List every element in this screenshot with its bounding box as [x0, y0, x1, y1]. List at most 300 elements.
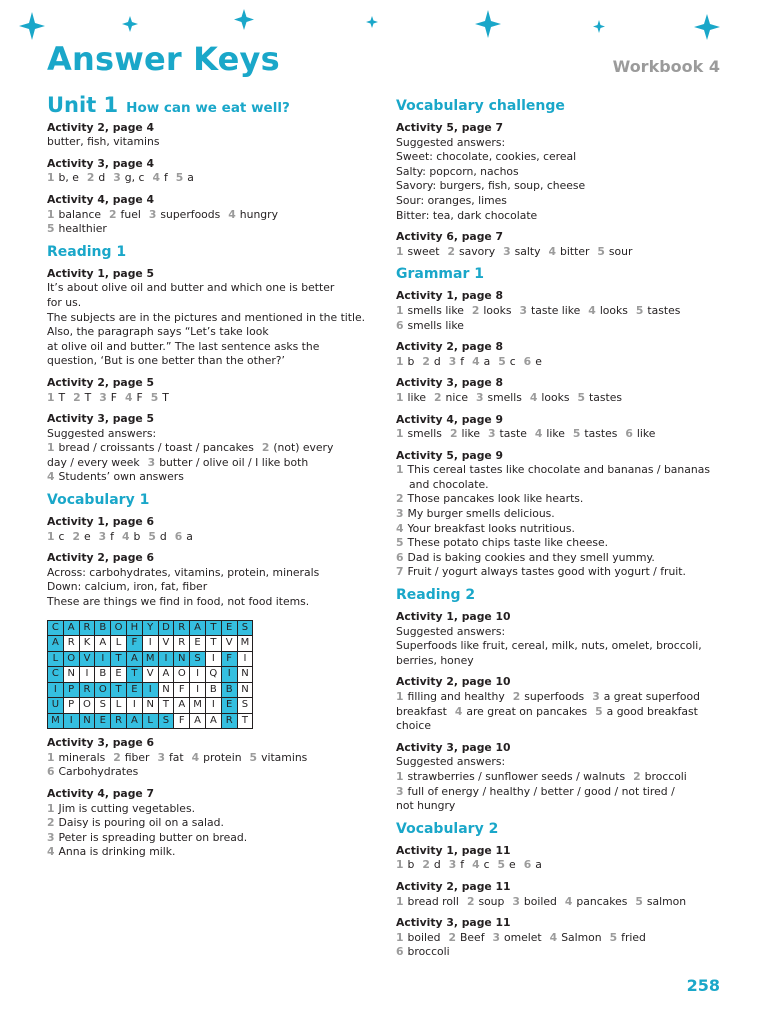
list-item: [396, 551, 731, 566]
grid-cell: M: [48, 713, 64, 729]
grid-cell: O: [111, 620, 127, 636]
list-item: [396, 463, 731, 492]
sparkle-icon: [19, 12, 45, 40]
answer-number: 4: [124, 390, 133, 404]
answer-number: 5: [497, 858, 506, 872]
answer-text: e: [509, 858, 516, 872]
section-heading: Reading 2: [396, 587, 476, 604]
grid-cell: I: [158, 651, 174, 667]
grid-cell: N: [158, 682, 174, 698]
grid-cell: R: [221, 713, 237, 729]
answer-line: [47, 530, 377, 545]
grid-cell: O: [95, 682, 111, 698]
answer-line: [47, 751, 377, 766]
answer-text: F: [110, 390, 117, 404]
grid-cell: B: [221, 682, 237, 698]
grid-cell: N: [63, 667, 79, 683]
answer-text: Suggested answers:: [396, 624, 506, 638]
activity-title: Activity 4, page 4: [47, 192, 155, 206]
grid-cell: I: [190, 682, 206, 698]
answer-text: not hungry: [396, 799, 456, 813]
grid-cell: T: [158, 698, 174, 714]
answer-text: superfoods: [524, 690, 585, 703]
answer-line: [47, 391, 377, 406]
answer-text: Suggested answers:: [396, 135, 506, 149]
answer-number: 2: [434, 390, 442, 404]
answer-text: Down: calcium, iron, fat, fiber: [47, 580, 208, 594]
answer-line: [396, 945, 731, 960]
answer-text: like: [461, 427, 480, 441]
grid-cell: A: [48, 636, 64, 652]
answer-number: 5: [498, 354, 506, 368]
answer-text: Suggested answers:: [396, 755, 506, 769]
grid-cell: I: [190, 667, 206, 683]
answer-text: fuel: [120, 207, 141, 221]
grid-cell: L: [111, 636, 127, 652]
answer-text: It’s about olive oil and butter and which one is better: [47, 281, 335, 295]
grid-cell: N: [79, 713, 95, 729]
grid-row: [48, 682, 253, 698]
answer-text: b, e: [58, 171, 79, 185]
list-item: [396, 565, 731, 580]
grid-cell: O: [63, 651, 79, 667]
grid-cell: R: [79, 682, 95, 698]
answer-text: filling and healthy: [407, 690, 505, 703]
answer-text: hungry: [239, 207, 278, 221]
answer-number: 1: [47, 390, 55, 404]
grid-cell: Y: [142, 620, 158, 636]
grid-cell: T: [126, 667, 142, 683]
activity-title: Activity 3, page 5: [47, 412, 155, 426]
grid-cell: R: [111, 713, 127, 729]
answer-number: 4: [588, 303, 596, 317]
section-heading: Vocabulary 2: [396, 820, 499, 837]
activity-title: Activity 5, page 9: [396, 448, 504, 462]
answer-number: 6: [396, 550, 404, 564]
grid-cell: A: [190, 620, 206, 636]
grid-cell: E: [95, 713, 111, 729]
activity-title: Activity 3, page 6: [47, 736, 155, 750]
grid-cell: L: [142, 713, 158, 729]
grid-cell: M: [142, 651, 158, 667]
answer-text: Across: carbohydrates, vitamins, protein, minerals: [47, 565, 320, 579]
word-search-grid: [47, 620, 253, 730]
answer-text: tastes: [584, 427, 618, 441]
answer-text: f: [460, 354, 465, 368]
answer-text: Savory: burgers, fish, soup, cheese: [396, 179, 586, 193]
sparkle-icon: [593, 20, 605, 33]
answer-text: Students’ own answers: [58, 470, 184, 484]
answer-number: 4: [47, 470, 55, 484]
activity-title: Activity 2, page 11: [396, 879, 511, 893]
grid-cell: B: [95, 667, 111, 683]
grid-cell: C: [48, 620, 64, 636]
grid-cell: V: [158, 636, 174, 652]
answer-text: Bitter: tea, dark chocolate: [396, 208, 538, 222]
answer-number: 4: [534, 427, 543, 441]
answer-number: 6: [174, 529, 183, 543]
unit-label: Unit 1: [47, 93, 119, 117]
answer-number: 1: [47, 207, 55, 221]
answer-text: butter / olive oil / I like both: [159, 455, 309, 469]
answer-text: The subjects are in the pictures and mentioned in the title.: [47, 310, 366, 324]
answer-number: 1: [396, 303, 404, 317]
grid-cell: E: [221, 620, 237, 636]
answer-text: fiber: [124, 750, 150, 764]
answer-text: taste like: [531, 303, 581, 317]
answer-line: [396, 770, 731, 785]
activity-title: Activity 2, page 6: [47, 551, 155, 565]
answer-number: 4: [529, 390, 538, 404]
list-item: [396, 536, 731, 551]
grid-cell: V: [142, 667, 158, 683]
answer-number: 3: [448, 354, 457, 368]
answer-text: bread roll: [407, 894, 459, 908]
grid-cell: L: [111, 698, 127, 714]
answer-number: 5: [150, 390, 159, 404]
answer-text: These are things we find in food, not food items.: [47, 595, 310, 609]
answer-number: 2: [448, 930, 456, 944]
unit-heading: [47, 93, 377, 117]
answer-number: 2: [422, 354, 430, 368]
answer-text: berries, honey: [396, 653, 474, 667]
answer-text: Anna is drinking milk.: [58, 845, 176, 859]
answer-text: tastes: [589, 390, 623, 404]
answer-text: Jim is cutting vegetables.: [58, 801, 196, 815]
answer-number: 3: [396, 507, 404, 521]
answer-number: 2: [633, 769, 641, 783]
answer-text: vitamins: [261, 750, 308, 764]
grid-cell: T: [205, 636, 221, 652]
answer-number: 1: [47, 441, 55, 455]
answer-number: 1: [396, 244, 404, 258]
answer-text: This cereal tastes like chocolate and bananas / bananas and chocolate.: [407, 463, 710, 491]
answer-line: [47, 470, 377, 485]
answer-number: 2: [447, 244, 456, 258]
activity-title: Activity 2, page 5: [47, 375, 155, 389]
answer-text: butter, fish, vitamins: [47, 135, 160, 149]
answer-number: 1: [396, 354, 404, 368]
answer-text: savory: [459, 244, 496, 258]
answer-number: 3: [47, 830, 55, 844]
grid-cell: N: [174, 651, 190, 667]
answer-text: minerals: [58, 750, 106, 764]
list-item: [47, 845, 377, 860]
answer-text: a great superfood: [603, 690, 700, 703]
answer-text: d: [159, 529, 167, 543]
grid-cell: I: [126, 698, 142, 714]
answer-number: 2: [466, 894, 475, 908]
grid-cell: O: [174, 667, 190, 683]
section-heading: Reading 1: [47, 243, 127, 260]
answer-number: 2: [261, 441, 270, 455]
answer-number: 3: [492, 930, 501, 944]
answer-number: 4: [549, 930, 558, 944]
answer-number: 5: [609, 930, 618, 944]
answer-number: 5: [396, 536, 404, 550]
answer-number: 3: [519, 303, 527, 317]
answer-number: 5: [175, 171, 184, 185]
answer-number: 3: [147, 455, 156, 469]
list-item: [47, 831, 377, 846]
section-heading: Vocabulary challenge: [396, 98, 565, 114]
answer-line: [47, 208, 377, 223]
answer-text: Sour: oranges, limes: [396, 193, 507, 207]
answer-text: protein: [203, 750, 242, 764]
answer-line: [396, 931, 731, 946]
answer-text: c: [509, 354, 516, 368]
answer-line: [396, 304, 731, 319]
answer-number: 1: [396, 390, 404, 404]
answer-text: like: [546, 427, 565, 441]
answer-text: e: [535, 354, 542, 368]
answer-number: 3: [503, 244, 511, 258]
activity-title: Activity 3, page 4: [47, 156, 155, 170]
answer-number: 4: [228, 207, 236, 221]
grid-cell: E: [190, 636, 206, 652]
answer-number: 2: [72, 529, 80, 543]
answer-number: 4: [121, 529, 130, 543]
answer-number: 6: [47, 765, 55, 779]
grid-cell: E: [221, 698, 237, 714]
answer-number: 6: [625, 427, 633, 441]
section-heading: Grammar 1: [396, 266, 484, 283]
answer-text: T: [58, 390, 66, 404]
grid-cell: T: [111, 682, 127, 698]
answer-text: b: [407, 858, 415, 872]
answer-line: [396, 785, 731, 800]
answer-number: 5: [577, 390, 586, 404]
grid-cell: A: [205, 713, 221, 729]
grid-cell: I: [237, 651, 253, 667]
answer-text: a: [483, 354, 491, 368]
answer-number: 3: [157, 750, 165, 764]
workbook-label: Workbook 4: [612, 57, 720, 76]
page-title: Answer Keys: [47, 40, 280, 78]
answer-text: broccoli: [644, 769, 687, 783]
answer-number: 1: [396, 930, 404, 944]
answer-text: balance: [58, 207, 102, 221]
left-column: [47, 93, 377, 860]
answer-line: [47, 441, 377, 456]
grid-row: [48, 698, 253, 714]
answer-text: at olive oil and butter.” The last sentence asks the: [47, 339, 320, 353]
answer-number: 5: [597, 244, 605, 258]
answer-text: choice: [396, 719, 431, 733]
answer-number: 1: [396, 427, 404, 441]
answer-number: 3: [475, 390, 484, 404]
grid-cell: C: [48, 667, 64, 683]
answer-line: [396, 355, 731, 370]
activity-title: Activity 6, page 7: [396, 230, 504, 244]
answer-number: 1: [396, 463, 404, 477]
answer-text: superfoods: [160, 207, 221, 221]
answer-text: a: [187, 171, 194, 185]
grid-cell: I: [63, 713, 79, 729]
answer-text: fried: [621, 930, 646, 944]
grid-cell: V: [221, 636, 237, 652]
answer-text: f: [460, 858, 465, 872]
grid-row: [48, 667, 253, 683]
answer-text: smells like: [407, 303, 464, 317]
answer-text: Fruit / yogurt always tastes good with yogurt / fruit.: [407, 565, 686, 579]
answer-text: soup: [478, 894, 505, 908]
answer-text: Suggested answers:: [47, 426, 157, 440]
answer-text: fat: [168, 750, 184, 764]
grid-cell: O: [79, 698, 95, 714]
answer-text: smells: [487, 390, 522, 404]
grid-cell: Q: [205, 667, 221, 683]
list-item: [396, 522, 731, 537]
grid-cell: F: [174, 682, 190, 698]
activity-title: Activity 1, page 11: [396, 843, 511, 857]
answer-text: a: [535, 858, 542, 872]
answer-text: c: [483, 858, 490, 872]
answer-line: [396, 245, 731, 260]
answer-text: Beef: [460, 930, 485, 944]
answer-list: [396, 463, 731, 580]
list-item: [47, 816, 377, 831]
answer-number: 2: [86, 171, 95, 185]
activity-title: Activity 2, page 4: [47, 120, 155, 134]
answer-line: [47, 222, 377, 237]
answer-text: a: [186, 529, 193, 543]
answer-number: 5: [572, 427, 581, 441]
activity-title: Activity 1, page 6: [47, 515, 155, 529]
answer-line: [396, 705, 731, 720]
answer-number: 1: [47, 171, 55, 185]
answer-text: sweet: [407, 244, 440, 258]
answer-text: salty: [514, 244, 541, 258]
answer-text: omelet: [504, 930, 542, 944]
answer-text: My burger smells delicious.: [407, 507, 555, 521]
grid-cell: N: [237, 682, 253, 698]
answer-number: 3: [98, 529, 107, 543]
grid-cell: U: [48, 698, 64, 714]
list-item: [396, 507, 731, 522]
sparkle-icon: [694, 14, 720, 40]
answer-text: b: [133, 529, 141, 543]
answer-text: Those pancakes look like hearts.: [407, 492, 584, 506]
answer-text: Sweet: chocolate, cookies, cereal: [396, 150, 577, 164]
activity-title: Activity 2, page 8: [396, 340, 504, 354]
answer-line: [396, 690, 731, 705]
answer-number: 2: [471, 303, 480, 317]
grid-cell: F: [221, 651, 237, 667]
answer-text: Your breakfast looks nutritious.: [407, 521, 575, 535]
grid-cell: A: [126, 651, 142, 667]
grid-cell: A: [158, 667, 174, 683]
answer-number: 5: [249, 750, 258, 764]
grid-cell: E: [126, 682, 142, 698]
activity-title: Activity 1, page 10: [396, 610, 511, 624]
unit-subtitle: How can we eat well?: [126, 100, 290, 116]
answer-line: [396, 858, 731, 873]
grid-cell: P: [63, 698, 79, 714]
answer-text: d: [433, 858, 441, 872]
grid-cell: B: [95, 620, 111, 636]
answer-text: smells like: [407, 318, 464, 332]
answer-number: 6: [396, 945, 404, 959]
answer-text: full of energy / healthy / better / good / not tired /: [407, 784, 675, 798]
answer-number: 3: [396, 784, 404, 798]
answer-number: 2: [449, 427, 458, 441]
grid-cell: S: [95, 698, 111, 714]
answer-line: [47, 171, 377, 186]
answer-number: 4: [152, 171, 160, 185]
grid-cell: A: [95, 636, 111, 652]
answer-text: T: [162, 390, 169, 404]
answer-text: taste: [499, 427, 527, 441]
answer-text: boiled: [407, 930, 441, 944]
answer-number: 1: [396, 769, 404, 783]
answer-number: 2: [109, 207, 117, 221]
answer-text: a good breakfast: [606, 704, 698, 718]
activity-title: Activity 3, page 11: [396, 916, 511, 930]
grid-cell: I: [142, 682, 158, 698]
sparkle-icon: [366, 16, 378, 28]
answer-text: breakfast: [396, 704, 447, 718]
grid-cell: S: [190, 651, 206, 667]
answer-text: Dad is baking cookies and they smell yummy.: [407, 550, 655, 564]
grid-cell: I: [79, 667, 95, 683]
answer-number: 1: [396, 858, 404, 872]
grid-cell: I: [95, 651, 111, 667]
grid-cell: B: [205, 682, 221, 698]
grid-cell: I: [205, 651, 221, 667]
grid-cell: V: [79, 651, 95, 667]
answer-text: Carbohydrates: [58, 765, 139, 779]
answer-text: like: [407, 390, 427, 404]
answer-number: 5: [635, 894, 643, 908]
answer-text: question, ‘But is one better than the other?’: [47, 354, 285, 368]
answer-number: 6: [523, 858, 532, 872]
answer-text: broccoli: [407, 945, 450, 959]
grid-cell: R: [174, 620, 190, 636]
answer-text: smells: [407, 427, 442, 441]
answer-number: 5: [635, 303, 644, 317]
answer-number: 4: [454, 704, 463, 718]
answer-number: 2: [47, 816, 55, 830]
answer-number: 4: [47, 845, 55, 859]
sparkle-icon: [122, 16, 138, 32]
answer-number: 4: [396, 521, 404, 535]
answer-number: 6: [396, 318, 404, 332]
answer-number: 2: [396, 492, 404, 506]
answer-text: e: [83, 529, 91, 543]
grid-cell: R: [79, 620, 95, 636]
grid-cell: A: [190, 713, 206, 729]
answer-text: healthier: [58, 222, 107, 236]
activity-title: Activity 1, page 8: [396, 289, 504, 303]
answer-text: nice: [445, 390, 468, 404]
answer-number: 4: [564, 894, 573, 908]
activity-title: Activity 4, page 7: [47, 786, 155, 800]
answer-text: tastes: [647, 303, 681, 317]
answer-number: 3: [148, 207, 157, 221]
answer-text: for us.: [47, 295, 82, 309]
answer-text: salmon: [646, 894, 687, 908]
grid-cell: S: [237, 620, 253, 636]
answer-text: sour: [608, 244, 633, 258]
answer-text: T: [84, 390, 92, 404]
sparkle-icon: [475, 10, 501, 38]
answer-text: Salmon: [561, 930, 602, 944]
grid-cell: E: [111, 667, 127, 683]
answer-number: 4: [472, 858, 480, 872]
answer-number: 1: [47, 529, 55, 543]
grid-cell: N: [142, 698, 158, 714]
